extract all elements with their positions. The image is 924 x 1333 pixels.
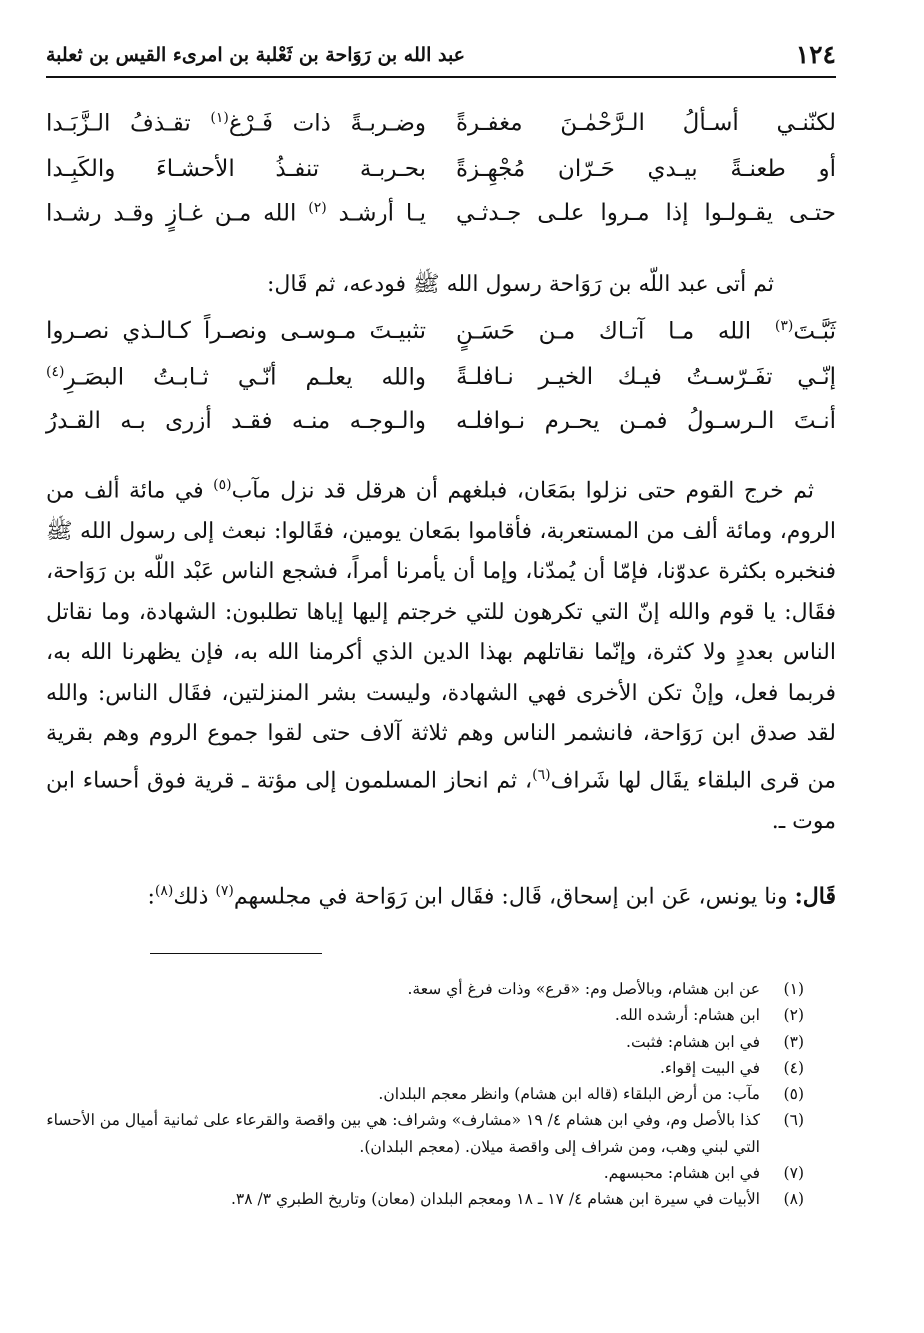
footnote-number: (٧) [783,1164,804,1183]
second-hemistich [46,200,426,227]
first-hemistich: أو طعنـةً بيـدي حَـرّان مُجْهِـزةً [456,156,836,182]
footnote-ref[interactable]: (٤) [46,364,65,380]
prose-text: في مائة ألف من الروم، ومائة ألف من المستعربة، فأقاموا بمَعان يومين، فقَالوا: نبعث إلى رسول الله ﷺ فنخبره بكثرة عدوّنا، فإمّا أن يُمدّنا، وإما أن يأمرنا أمراً، فشجع الناس عَبْد اللّه بن رَوَاحة، فقَال: يا قوم والله إنّ التي تكرهون للتي خرجتم إليها إياها تطلبون: الشهادة، وما نقاتل الناس بعددٍ ولا كثرة، وإنّما نقاتلهم بهذا الدين الذي أكرمنا الله به، فإن يظهرنا الله به، فربما فعل، وإنْ تكن الأخرى فهي الشهادة، وليست بشر المنزلتين، فقَال الناس: والله لقد صدق ابن رَوَاحة، فانشمر الناس وهم ثلاثة آلاف حتى لقوا جموع الروم وهم بقرية من قرى البلقاء يقَال لها شَراف [46,478,836,794]
footnote-text: مآب: من أرض البلقاء (قاله ابن هشام) وانظر معجم البلدان. [378,1085,760,1104]
hemistich-text: الله مـن غـازٍ وقـد رشـدا [46,200,309,227]
footnote-text: في ابن هشام: فثبت. [626,1032,760,1051]
footnote [46,1029,804,1055]
second-hemistich [46,364,426,391]
footnote [46,1186,804,1212]
footnote-number: (٢) [783,1006,804,1025]
footnote [46,976,804,1002]
narration-text: ونا يونس، عَن ابن إسحاق، قَال: فقَال ابن رَوَاحة في مجلسهم [233,884,795,910]
footnote-text: ابن هشام: أرشده الله. [614,1006,760,1025]
verse-line [46,408,836,450]
footnote-ref[interactable]: (٧) [215,883,234,899]
second-hemistich: بحـربـة تنفـذُ الأحشـاءَ والكَبِـدا [46,156,426,182]
footnote-number: (٥) [783,1085,804,1104]
footnote-number: (٨) [783,1190,804,1209]
second-hemistich: تثبيـتَ مـوسـى ونصـراً كـالـذي نصـروا [46,318,426,344]
footnote-ref[interactable]: (٦) [532,766,551,783]
footnote-ref[interactable]: (٥) [213,477,232,493]
hemistich-text: الله مـا آتـاك مـن حَسَـنٍ [456,318,775,345]
first-hemistich: حتـى يقـولـوا إذا مـروا علـى جـدثـي [456,200,836,226]
prose-text: ثم خرج القوم حتى نزلوا بمَعَان، فبلغهم أن هرقل قد نزل مآب [231,478,814,504]
first-hemistich: أنـتَ الـرسـولُ فمـن يحـرم نـوافلـه [456,408,836,434]
footnote-ref[interactable]: (٢) [308,200,327,216]
first-hemistich: لكنّنـي أسـألُ الـرَّحْمٰـنَ مغفـرةً [456,110,836,136]
footnote-text: الأبيات في سيرة ابن هشام ٤/ ١٧ ـ ١٨ ومعجم البلدان (معان) وتاريخ الطبري ٣/ ٣٨. [230,1190,760,1209]
footnotes [46,976,804,1213]
page-header [46,40,836,80]
footnote-text: عن ابن هشام، وبالأصل وم: «قرع» وذات فرغ أي سعة. [407,980,760,998]
verse-line [46,200,836,242]
intro-line: ثم أتى عبد اللّه بن رَوَاحة رسول الله ﷺ فودعه، ثم قَال: [266,272,774,297]
first-hemistich [456,318,836,345]
footnote [46,1160,804,1186]
hemistich-text: يـا أرشـد [326,200,426,227]
footnote-number: (١) [783,980,804,998]
prose-text: ، ثم انحاز المسلمون إلى مؤتة ـ قرية فوق أحساء ابن موت ـ. [46,768,836,834]
second-hemistich [46,110,426,137]
footnote-ref[interactable]: (١) [210,110,229,126]
hemistich-text: ثَبَّـتَ [793,318,836,345]
hemistich-text: والله يعلـم أنّـي ثـابـتُ البصَـرِ [64,364,426,391]
footnote-number: (٤) [783,1058,804,1077]
footnote-ref[interactable]: (٨) [154,883,174,899]
header-rule [46,76,836,78]
footnote [46,1107,804,1160]
footnote-separator [150,953,322,954]
qal-label: قَال: [794,883,836,910]
prose-paragraph [46,465,836,842]
footnote-ref[interactable]: (٣) [774,318,794,334]
footnote-text: في ابن هشام: محبسهم. [603,1164,760,1183]
running-title: عبد الله بن رَوَاحة بن ثَعْلبة بن امرىء القيس بن ثعلبة [46,44,466,66]
hemistich-text: تقـذفُ الـزَّبَـدا [46,110,211,137]
footnote [46,1002,804,1028]
verse-line [46,156,836,198]
footnote [46,1055,804,1081]
footnote-text: في البيت إقواء. [659,1058,760,1077]
narration-text: ذلك [173,884,216,910]
footnote-text: كذا بالأصل وم، وفي ابن هشام ٤/ ١٩ «مشارف» وشراف: هي بين واقصة والقرعاء على ثمانية أميال من الأحساء التي لبني وهب، ومن شراف إلى واقصة ميلان. (معجم البلدان). [46,1111,760,1156]
page-number: ١٢٤ [795,40,836,69]
footnote-number: (٣) [783,1032,804,1051]
narration-line [46,883,836,909]
verse-line [46,318,836,360]
second-hemistich: والـوجـه منـه فقـد أزرى بـه القـدرُ [46,408,426,434]
hemistich-text: وضـربـةً ذات فَـرْغ [228,110,426,137]
verse-line [46,110,836,152]
verse-line [46,364,836,406]
narration-text: : [147,884,155,910]
footnote [46,1081,804,1107]
first-hemistich: إنّـي تفَـرّسـتُ فيـك الخيـر نـافلـةً [456,364,836,390]
footnote-number: (٦) [783,1111,804,1130]
